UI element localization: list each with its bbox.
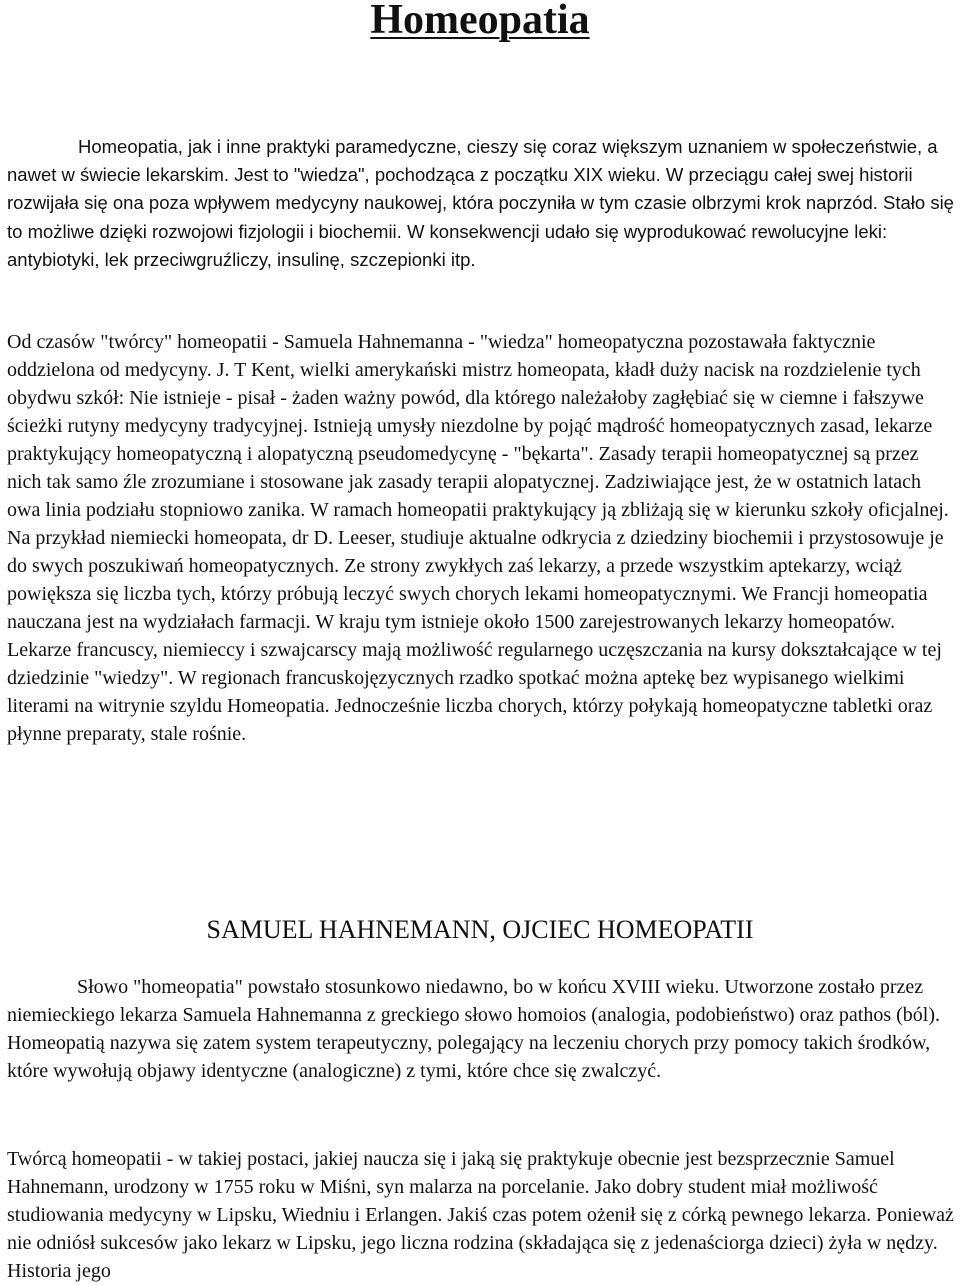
body-paragraph: Od czasów "twórcy" homeopatii - Samuela Hahnemanna - "wiedza" homeopatyczna pozostawała faktycznie oddzielona od medycyny. J. T Kent, wielki amerykański mistrz homeopata, kładł duży nacisk na rozdzielenie tych obydwu szkół: Nie istnieje - pisał - żaden ważny powód, dla którego należałoby zagłębiać się w ciemne i fałszywe ścieżki rutyny medycyny tradycyjnej. Istnieją umysły niezdolne by pojąć mądrość homeopatycznych zasad, lekarze praktykujący homeopatyczną i alopatyczną pseudomedycynę - "bękarta". Zasady terapii homeopatycznej są przez nich tak samo źle zrozumiane i stosowane jak zasady terapii alopatycznej. Zadziwiające jest, że w ostatnich latach owa linia podziału stopniowo zanika. W ramach homeopatii praktykujący ją zbliżają się w kierunku szkoły oficjalnej. Na przykład niemiecki homeopata, dr D. Leeser, studiuje aktualne odkrycia z dziedziny biochemii i przystosowuje je do swych poszukiwań homeopatycznych. Ze strony zwykłych zaś lekarzy, a przede wszystkim aptekarzy, wciąż powiększa się liczba tych, którzy próbują leczyć swych chorych lekami homeopatycznymi. We Francji homeopatia nauczana jest na wydziałach farmacji. W kraju tym istnieje około 1500 zarejestrowanych lekarzy homeopatów. Lekarze francuscy, niemieccy i szwajcarscy mają możliwość regularnego uczęszczania na kursy dokształcające w tej dziedzinie "wiedzy". W regionach francuskojęzycznych rzadko spotkać można aptekę bez wypisanego wielkimi literami na witrynie szyldu Homeopatia. Jednocześnie liczba chorych, którzy połykają homeopatyczne tabletki oraz płynne preparaty, stale rośnie. <box>7 331 949 745</box>
intro-paragraph: Homeopatia, jak i inne praktyki paramedyczne, cieszy się coraz większym uznaniem w społeczeństwie, a nawet w świecie lekarskim. Jest to "wiedza", pochodząca z początku XIX wieku. W przeciągu całej swej historii rozwijała się ona poza wpływem medycyny naukowej, która poczyniła w tym czasie olbrzymi krok naprzód. Stało się to możliwe dzięki rozwojowi fizjologii i biochemii. W konsekwencji udało się wyprodukować rewolucyjne leki: antybiotyki, lek przeciwgruźliczy, insulinę, szczepionki itp. <box>7 136 954 270</box>
page-title: Homeopatia <box>370 0 590 43</box>
section-heading: SAMUEL HAHNEMANN, OJCIEC HOMEOPATII <box>206 915 754 944</box>
body-paragraph: Twórcą homeopatii - w takiej postaci, jakiej naucza się i jaką się praktykuje obecnie jest bezsprzecznie Samuel Hahnemann, urodzony w 1755 roku w Miśni, syn malarza na porcelanie. Jako dobry student miał możliwość studiowania medycyny w Lipsku, Wiedniu i Erlangen. Jakiś czas potem ożenił się z córką pewnego lekarza. Ponieważ nie odniósł sukcesów jako lekarz w Lipsku, jego liczna rodzina (składająca się z jedenaściorga dzieci) żyła w nędzy. Historia jego <box>7 1148 954 1282</box>
body-paragraph: Słowo "homeopatia" powstało stosunkowo niedawno, bo w końcu XVIII wieku. Utworzone zostało przez niemieckiego lekarza Samuela Hahnemanna z greckiego słowo homoios (analogia, podobieństwo) oraz pathos (ból). Homeopatią nazywa się zatem system terapeutyczny, polegający na leczeniu chorych przy pomocy takich środków, które wywołują objawy identyczne (analogiczne) z tymi, które chce się zwalczyć. <box>7 976 941 1082</box>
